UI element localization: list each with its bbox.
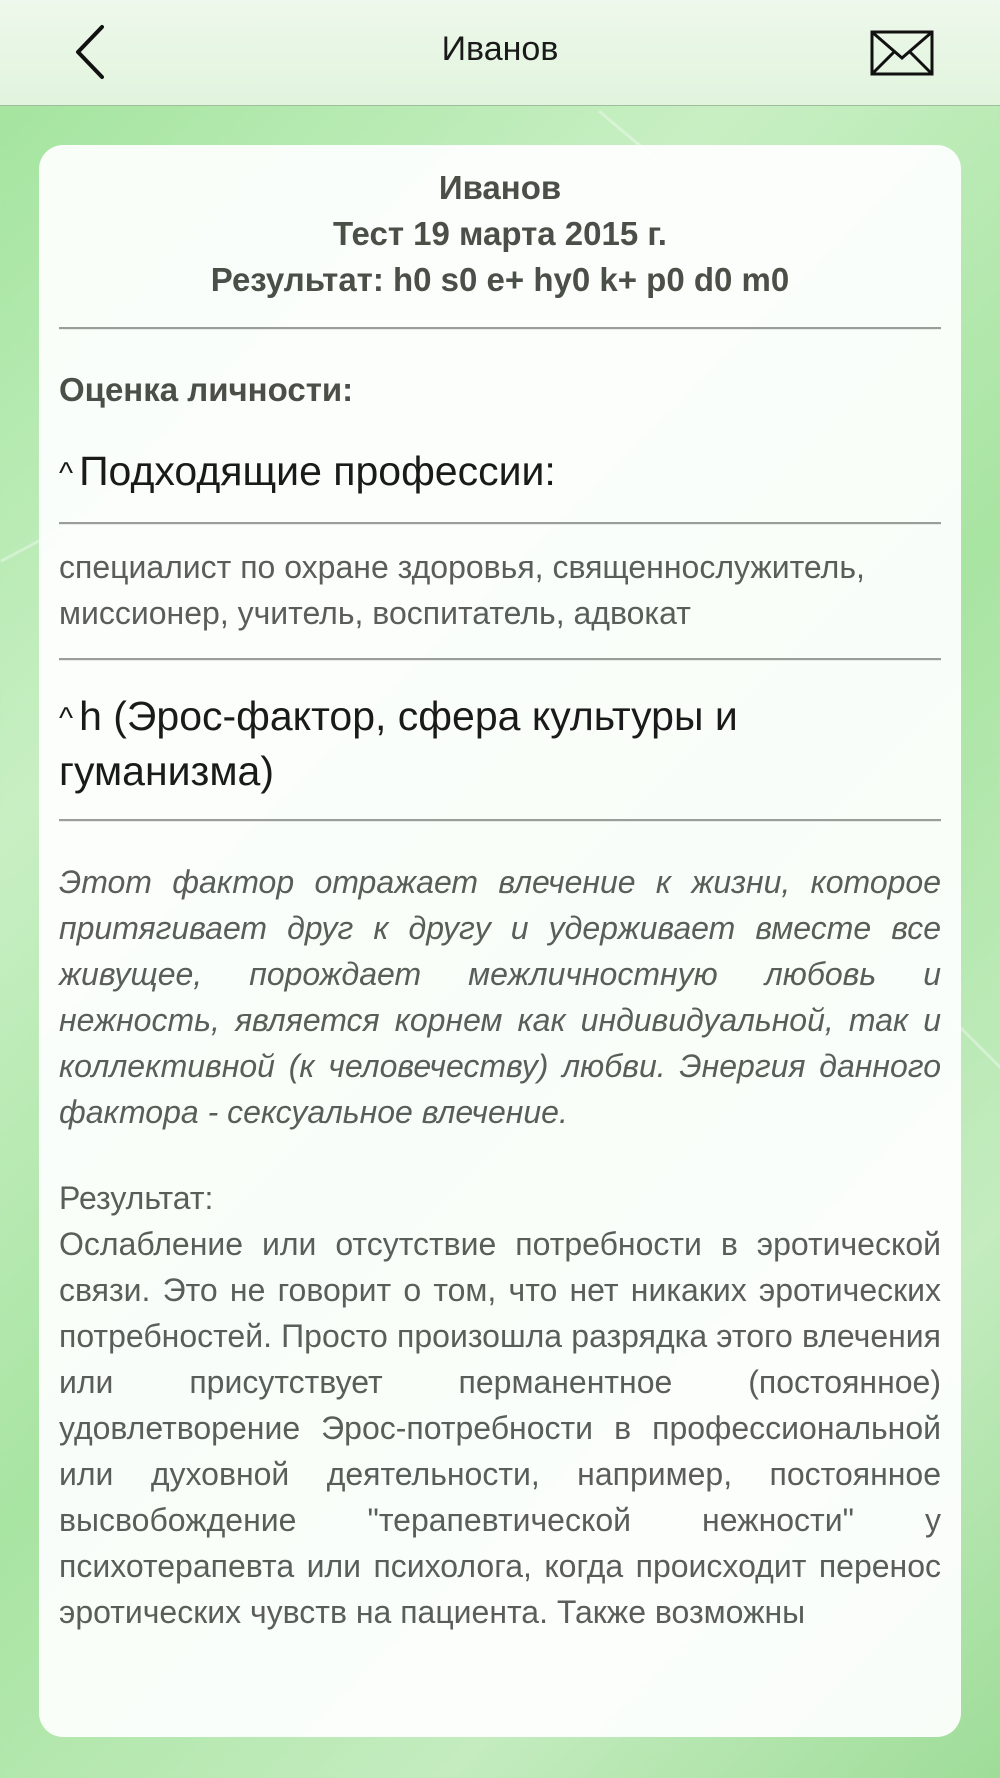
nav-title: Иванов [441, 30, 559, 68]
factor-h-header-label: h (Эрос-фактор, сфера культуры и гуманизма) [59, 693, 738, 794]
chevron-left-icon [70, 22, 120, 82]
divider [59, 327, 941, 329]
professions-header-label: Подходящие профессии: [79, 448, 556, 494]
mail-button[interactable] [870, 30, 934, 76]
report-content [59, 145, 941, 1635]
back-button[interactable] [70, 22, 120, 82]
caret-up-icon: ^ [59, 457, 74, 490]
factor-h-section-header[interactable] [59, 660, 941, 819]
assessment-label: Оценка личности: [59, 371, 354, 408]
person-name: Иванов [438, 169, 562, 206]
report-header [59, 145, 941, 327]
test-date: Тест 19 марта 2015 г. [333, 215, 667, 252]
professions-section-header[interactable] [59, 445, 941, 522]
caret-up-icon: ^ [59, 702, 74, 735]
result-summary: Результат: h0 s0 e+ hy0 k+ p0 d0 m0 [210, 261, 790, 298]
report-card [39, 145, 961, 1737]
professions-text: специалист по охране здоровья, священнослужитель, миссионер, учитель, воспитатель, адвокат [59, 549, 865, 631]
factor-result-label: Результат: [59, 1180, 214, 1216]
envelope-icon [870, 30, 934, 76]
navigation-bar [0, 0, 1000, 106]
factor-description: Этот фактор отражает влечение к жизни, которое притягивает друг к другу и удерживает вместе все живущее, порождает межличностную любовь и нежность, является корнем как индивидуальной, так и коллективной (к человечеству) любви. Энергия данного фактора - сексуальное влечение. [59, 864, 941, 1130]
factor-result-text: Ослабление или отсутствие потребности в эротической связи. Это не говорит о том, что нет никаких эротических потребностей. Просто произошла разрядка этого влечения или присутствует перманентное (постоянное) удовлетворение Эрос-потребности в профессиональной или духовной деятельности, например, постоянное высвобождение "терапевтической нежности" у психотерапевта или психолога, когда происходит перенос эротических чувств на пациента. Также возможны [59, 1226, 941, 1630]
